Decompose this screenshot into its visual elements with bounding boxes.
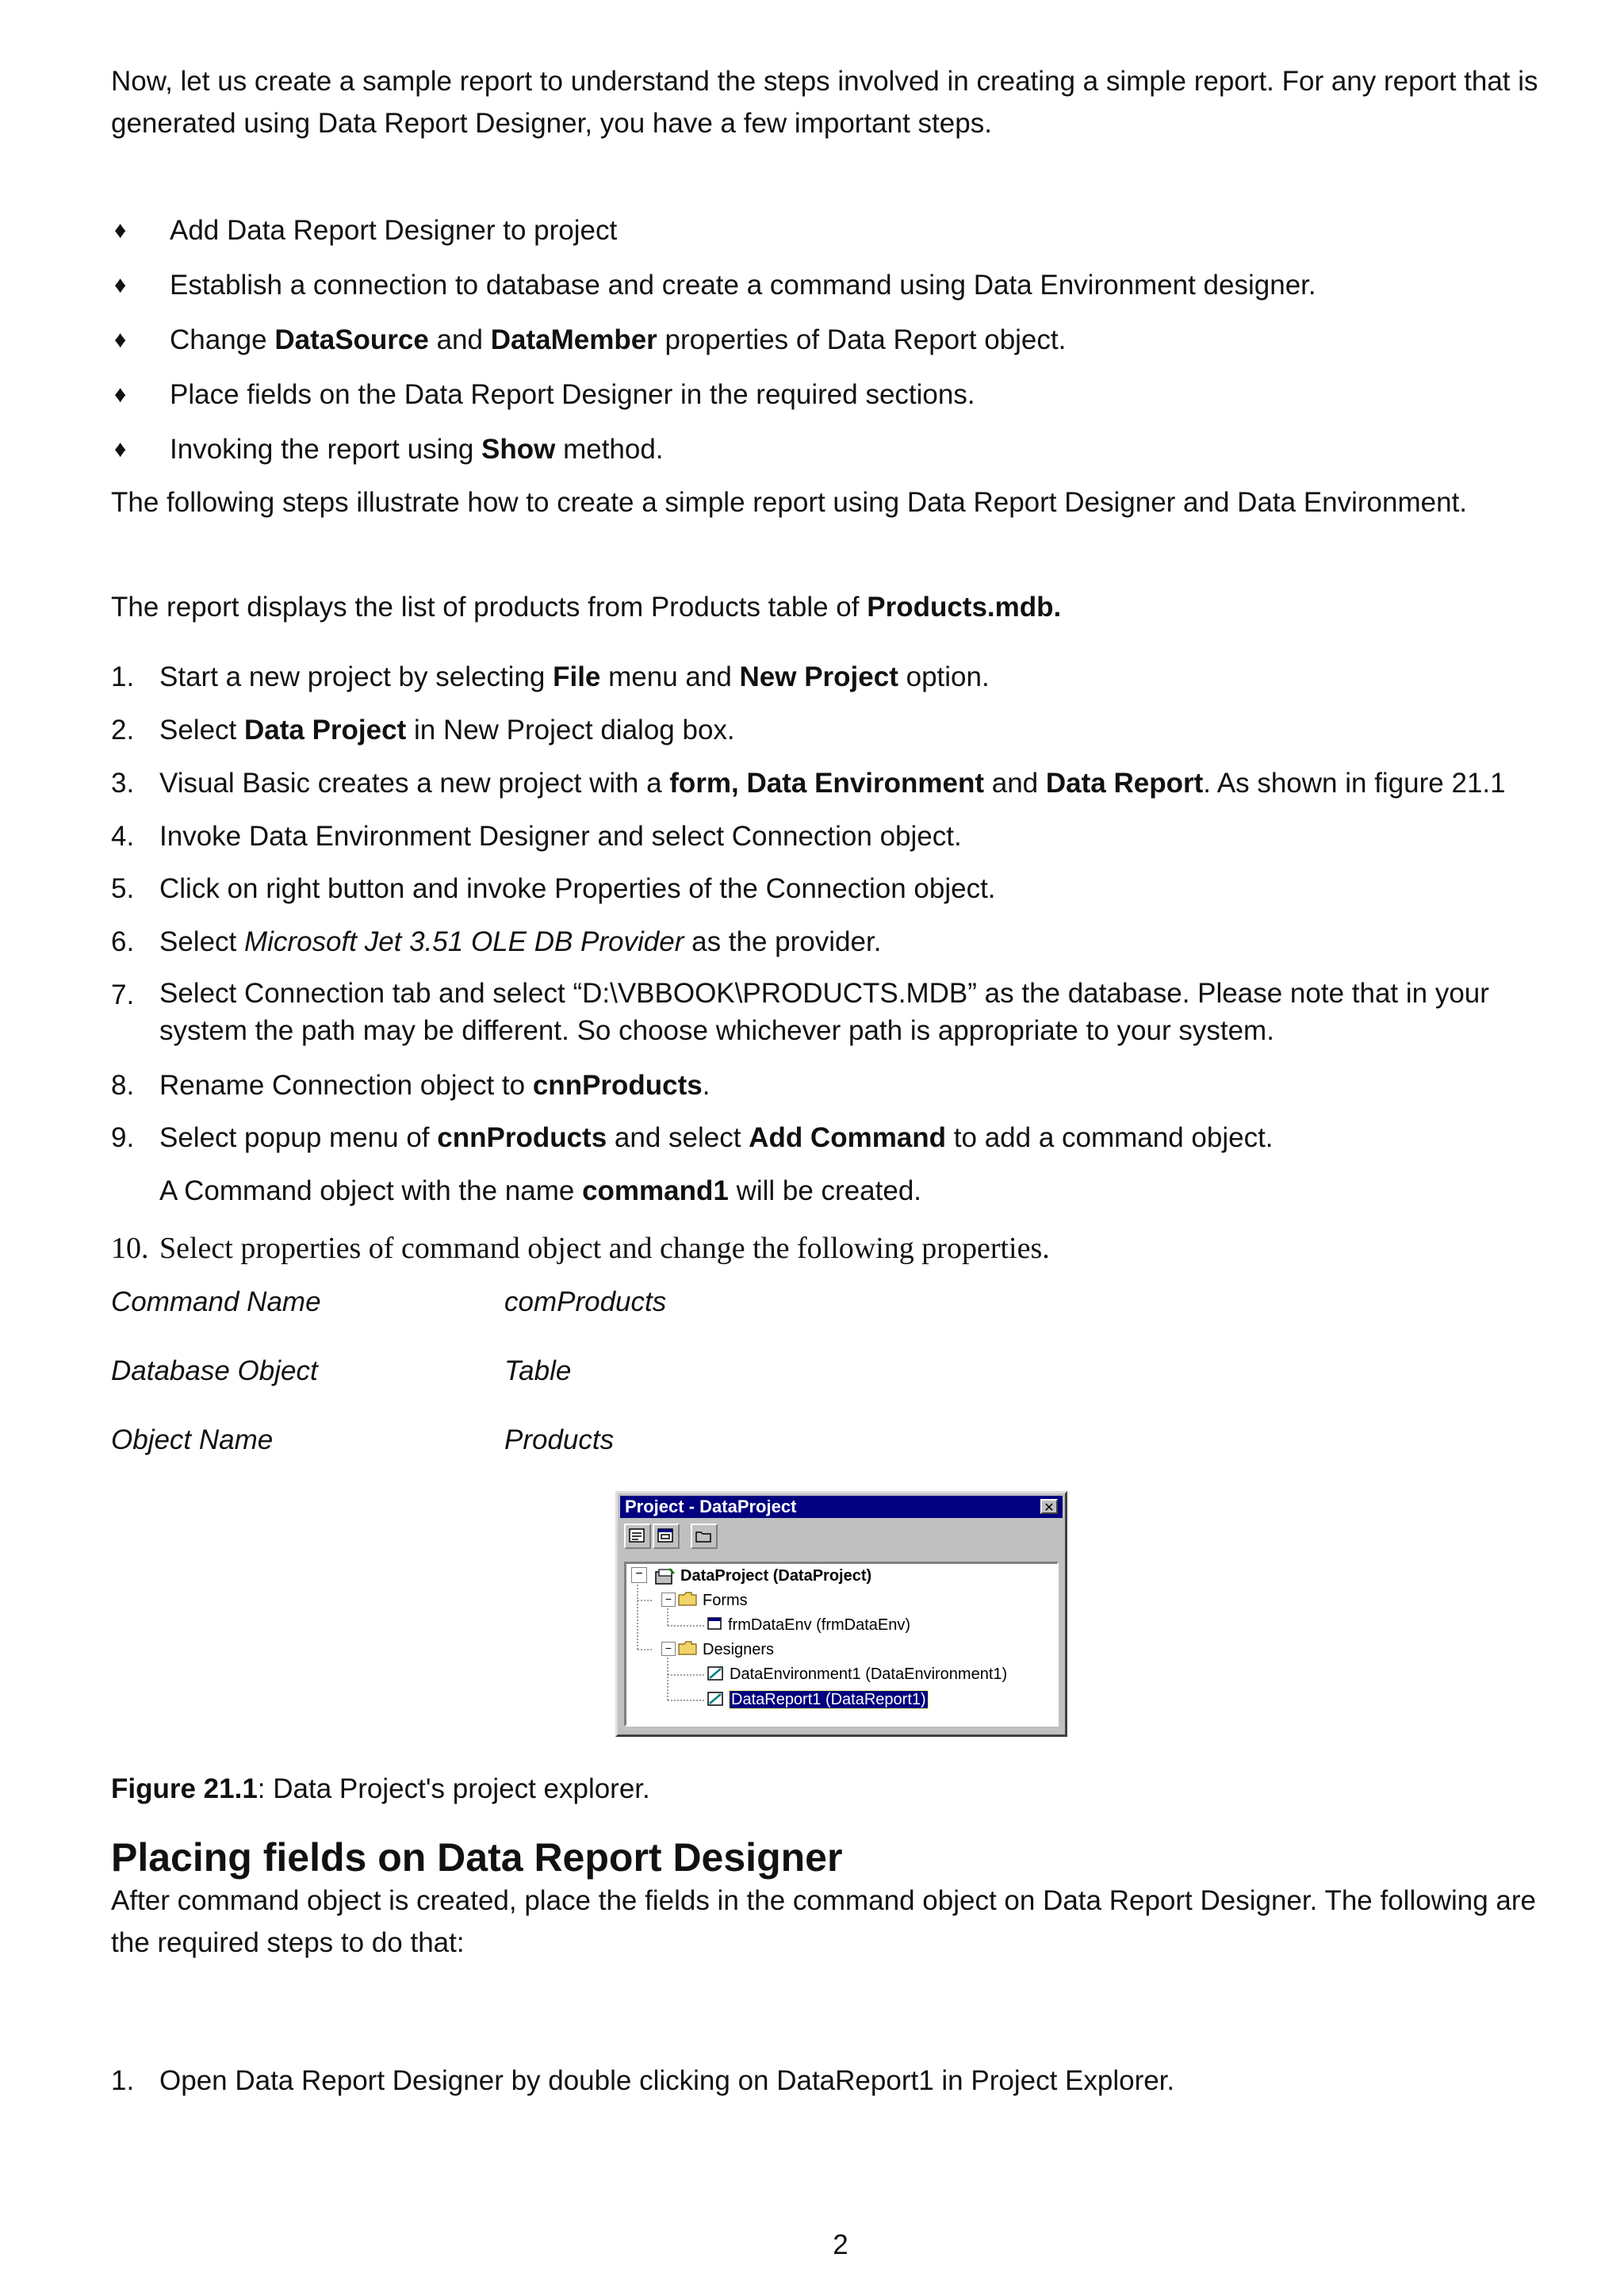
step-number: 9. xyxy=(111,1122,135,1153)
property-value: Products xyxy=(504,1424,615,1455)
step-text: Select xyxy=(159,926,244,957)
step-number: 2. xyxy=(111,715,135,746)
step-text: and xyxy=(984,768,1046,799)
step-number: 5. xyxy=(111,873,135,904)
form-icon xyxy=(706,1615,725,1634)
bold-term: File xyxy=(553,661,601,692)
step-item xyxy=(159,922,881,963)
bullet-marker: ♦ xyxy=(114,436,127,462)
step-text: and select xyxy=(607,1122,749,1153)
tree-node-project[interactable]: DataProject (DataProject) xyxy=(680,1567,872,1585)
step-text: Select popup menu of xyxy=(159,1122,438,1153)
bold-term: Data Report xyxy=(1045,768,1204,799)
bullet-text: Change xyxy=(170,324,275,355)
note-text: A Command object with the name xyxy=(159,1175,583,1206)
property-name: Database Object xyxy=(111,1355,318,1386)
figure-caption xyxy=(111,1769,650,1810)
bold-term: Data Project xyxy=(244,715,407,746)
section-heading: Placing fields on Data Report Designer xyxy=(111,1835,843,1880)
toggle-folders-button[interactable] xyxy=(691,1524,718,1549)
bullet-item xyxy=(170,210,617,251)
step-number: 1. xyxy=(111,661,135,692)
view-code-icon xyxy=(626,1525,649,1547)
tree-node-forms[interactable]: Forms xyxy=(703,1592,748,1609)
property-value: Table xyxy=(504,1355,572,1386)
italic-term: Microsoft Jet 3.51 OLE DB Provider xyxy=(244,926,684,957)
view-code-button[interactable] xyxy=(624,1524,651,1549)
window-title-bar xyxy=(620,1496,1063,1518)
page-number: 2 xyxy=(833,2229,848,2260)
section-intro-paragraph: After command object is created, place the fields in the command object on Data Report Designer. The following are the required steps to do that: xyxy=(111,1885,1536,1958)
step-item: Open Data Report Designer by double clicking on DataReport1 in Project Explorer. xyxy=(159,2065,1175,2096)
step-text: Rename Connection object to xyxy=(159,1070,533,1101)
step-text: in New Project dialog box. xyxy=(406,715,735,746)
bold-term: DataMember xyxy=(490,324,657,355)
bullet-text: and xyxy=(428,324,491,355)
step-text: Start a new project by selecting xyxy=(159,661,553,692)
folder-icon xyxy=(692,1525,716,1547)
report-description xyxy=(111,587,1061,628)
bullet-text: Establish a connection to database and create a command using Data Environment designer. xyxy=(170,270,1316,301)
tree-node-data-report[interactable] xyxy=(730,1689,928,1710)
bullet-item xyxy=(170,374,975,416)
designer-icon xyxy=(706,1689,726,1710)
step-text: Select xyxy=(159,715,244,746)
step-text: . As shown in figure 21.1 xyxy=(1203,768,1506,799)
step-text: Visual Basic creates a new project with a xyxy=(159,768,670,799)
step-number: 6. xyxy=(111,926,135,957)
bold-term: cnnProducts xyxy=(532,1070,703,1101)
property-name: Command Name xyxy=(111,1286,321,1317)
intro-paragraph: Now, let us create a sample report to understand the steps involved in creating a simple report. For any report that is generated using Data Report Designer, you have a few important steps. xyxy=(111,66,1538,139)
bold-term: form, Data Environment xyxy=(669,768,985,799)
project-tree xyxy=(624,1562,1059,1727)
step-number: 1. xyxy=(111,2065,135,2096)
collapse-toggle[interactable]: − xyxy=(661,1642,676,1656)
bullet-text: Invoking the report using xyxy=(170,434,482,465)
window-title: Project - DataProject xyxy=(625,1497,797,1516)
step-item: Invoke Data Environment Designer and select Connection object. xyxy=(159,821,962,852)
bold-term: Add Command xyxy=(749,1122,947,1153)
selected-node-label: DataReport1 (DataReport1) xyxy=(731,1691,926,1708)
close-icon[interactable]: ✕ xyxy=(1040,1499,1058,1514)
bold-term: Show xyxy=(481,434,556,465)
bold-term: Products.mdb. xyxy=(867,592,1062,623)
step-item: Select Connection tab and select “D:\VBBOOK\PRODUCTS.MDB” as the database. Please note that in your system the path may be different. So choose whichever path is appropriate to your system. xyxy=(159,978,1489,1046)
bullet-marker: ♦ xyxy=(114,217,127,243)
view-object-icon xyxy=(654,1525,678,1547)
step-text: option. xyxy=(898,661,990,692)
step-text: as the provider. xyxy=(684,926,882,957)
bold-term: DataSource xyxy=(274,324,429,355)
bullet-text: method. xyxy=(555,434,664,465)
view-object-button[interactable] xyxy=(653,1524,680,1549)
collapse-toggle[interactable]: − xyxy=(631,1567,647,1583)
bullet-marker: ♦ xyxy=(114,327,127,353)
folder-icon xyxy=(677,1639,699,1658)
caption-text: : Data Project's project explorer. xyxy=(257,1773,650,1804)
bullet-text: Add Data Report Designer to project xyxy=(170,215,618,246)
bullet-text: Place fields on the Data Report Designer in the required sections. xyxy=(170,379,975,410)
step-item xyxy=(159,1065,710,1106)
step-item xyxy=(159,1117,1274,1159)
step-number: 10. xyxy=(111,1232,149,1265)
report-desc-text: The report displays the list of products from Products table of xyxy=(111,592,868,623)
project-icon xyxy=(653,1567,677,1586)
step9-note xyxy=(159,1171,921,1212)
step-item: Click on right button and invoke Properties of the Connection object. xyxy=(159,873,996,904)
step-item xyxy=(159,710,735,751)
tree-node-data-environment[interactable]: DataEnvironment1 (DataEnvironment1) xyxy=(730,1665,1008,1683)
folder-icon xyxy=(677,1589,699,1608)
bold-term: command1 xyxy=(582,1175,729,1206)
bullet-item xyxy=(170,265,1316,306)
step-text: menu and xyxy=(600,661,740,692)
bold-term: cnnProducts xyxy=(437,1122,607,1153)
bold-term: New Project xyxy=(739,661,898,692)
property-name: Object Name xyxy=(111,1424,274,1455)
step-number: 3. xyxy=(111,768,135,799)
bullet-text: properties of Data Report object. xyxy=(657,324,1067,355)
bullet-marker: ♦ xyxy=(114,381,127,408)
step-item xyxy=(159,657,990,698)
caption-label: Figure 21.1 xyxy=(111,1773,258,1804)
following-steps-paragraph: The following steps illustrate how to create a simple report using Data Report Designer and Data Environment. xyxy=(111,487,1468,518)
bullet-marker: ♦ xyxy=(114,272,127,298)
bullet-item xyxy=(170,429,664,470)
step-number: 8. xyxy=(111,1070,135,1101)
project-explorer-window xyxy=(615,1491,1067,1737)
note-text: will be created. xyxy=(728,1175,922,1206)
collapse-toggle[interactable]: − xyxy=(661,1593,676,1607)
tree-node-designers[interactable]: Designers xyxy=(703,1641,775,1658)
bullet-item xyxy=(170,320,1066,361)
step-text: to add a command object. xyxy=(946,1122,1274,1153)
designer-icon xyxy=(706,1664,726,1685)
step-number: 7. xyxy=(111,979,135,1010)
step-text: . xyxy=(702,1070,710,1101)
tree-node-form[interactable]: frmDataEnv (frmDataEnv) xyxy=(728,1616,911,1634)
step-item xyxy=(159,763,1506,804)
step-number: 4. xyxy=(111,821,135,852)
step-item: Select properties of command object and change the following properties. xyxy=(159,1232,1050,1265)
property-value: comProducts xyxy=(504,1286,667,1317)
